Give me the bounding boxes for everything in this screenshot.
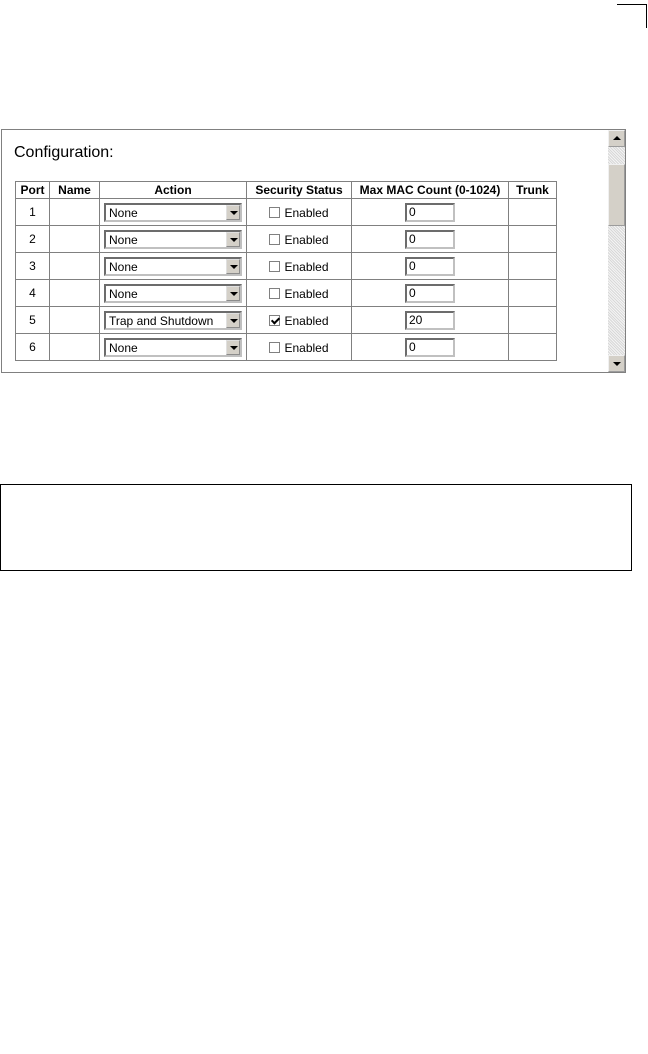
chevron-down-icon[interactable] (226, 205, 240, 220)
chevron-down-icon[interactable] (226, 313, 240, 328)
max-mac-count-input[interactable]: 0 (405, 203, 455, 222)
max-mac-count-input[interactable]: 0 (405, 284, 455, 303)
port-cell: 4 (16, 280, 49, 306)
action-cell (100, 307, 246, 333)
port-cell: 1 (16, 199, 49, 225)
security-status-cell (247, 334, 351, 360)
name-cell (50, 307, 99, 333)
action-select[interactable] (104, 257, 242, 276)
trunk-cell (509, 280, 556, 306)
security-enabled-checkbox[interactable] (269, 315, 280, 326)
max-mac-count-input[interactable]: 0 (405, 230, 455, 249)
security-status-cell (247, 226, 351, 252)
port-cell: 3 (16, 253, 49, 279)
page-corner-mark (617, 0, 647, 28)
max-mac-cell (352, 307, 508, 333)
security-enabled-checkbox[interactable] (269, 207, 280, 218)
max-mac-count-input[interactable]: 20 (405, 311, 455, 330)
security-enabled-label: Enabled (284, 286, 329, 301)
security-enabled-label: Enabled (284, 205, 329, 220)
port-cell: 6 (16, 334, 49, 360)
configuration-panel (1, 129, 626, 373)
port-cell: 2 (16, 226, 49, 252)
action-select-value: None (109, 232, 138, 247)
security-status-cell (247, 253, 351, 279)
max-mac-cell (352, 280, 508, 306)
security-enabled-label: Enabled (284, 340, 329, 355)
action-select[interactable] (104, 203, 242, 222)
security-enabled-checkbox[interactable] (269, 261, 280, 272)
chevron-down-icon[interactable] (226, 259, 240, 274)
scrollbar-thumb[interactable] (608, 164, 625, 226)
trunk-cell (509, 199, 556, 225)
action-select[interactable] (104, 338, 242, 357)
table-row (16, 199, 556, 225)
name-cell (50, 226, 99, 252)
table-row (16, 253, 556, 279)
security-enabled-checkbox[interactable] (269, 234, 280, 245)
scroll-up-arrow-icon[interactable] (608, 130, 625, 147)
trunk-cell (509, 253, 556, 279)
security-status-cell (247, 307, 351, 333)
action-select-value: None (109, 205, 138, 220)
scroll-down-arrow-icon[interactable] (608, 355, 625, 372)
panel-title: Configuration: (14, 144, 114, 161)
security-enabled-label: Enabled (284, 313, 329, 328)
security-enabled-label: Enabled (284, 232, 329, 247)
table-row (16, 226, 556, 252)
header-name: Name (50, 182, 99, 198)
action-cell (100, 253, 246, 279)
port-security-table (15, 181, 557, 361)
trunk-cell (509, 334, 556, 360)
name-cell (50, 334, 99, 360)
chevron-down-icon[interactable] (226, 232, 240, 247)
vertical-scrollbar[interactable] (608, 130, 625, 372)
header-port: Port (16, 182, 49, 198)
action-select[interactable] (104, 311, 242, 330)
max-mac-count-input[interactable]: 0 (405, 257, 455, 276)
action-select-value: None (109, 340, 138, 355)
max-mac-cell (352, 334, 508, 360)
header-max-mac-count: Max MAC Count (0-1024) (352, 182, 508, 198)
empty-note-box (0, 484, 632, 571)
security-enabled-checkbox[interactable] (269, 288, 280, 299)
max-mac-count-input[interactable]: 0 (405, 338, 455, 357)
name-cell (50, 280, 99, 306)
trunk-cell (509, 226, 556, 252)
action-select-value: Trap and Shutdown (109, 313, 214, 328)
security-status-cell (247, 280, 351, 306)
table-header-row (16, 182, 556, 198)
header-security-status: Security Status (247, 182, 351, 198)
table-row (16, 307, 556, 333)
name-cell (50, 253, 99, 279)
action-select[interactable] (104, 230, 242, 249)
header-action: Action (100, 182, 246, 198)
table-row (16, 334, 556, 360)
action-cell (100, 199, 246, 225)
chevron-down-icon[interactable] (226, 286, 240, 301)
port-cell: 5 (16, 307, 49, 333)
max-mac-cell (352, 199, 508, 225)
table-row (16, 280, 556, 306)
action-cell (100, 280, 246, 306)
action-select[interactable] (104, 284, 242, 303)
chevron-down-icon[interactable] (226, 340, 240, 355)
action-select-value: None (109, 259, 138, 274)
corner-mark-vertical (646, 4, 647, 28)
max-mac-cell (352, 226, 508, 252)
security-enabled-label: Enabled (284, 259, 329, 274)
action-select-value: None (109, 286, 138, 301)
trunk-cell (509, 307, 556, 333)
security-enabled-checkbox[interactable] (269, 342, 280, 353)
name-cell (50, 199, 99, 225)
header-trunk: Trunk (509, 182, 556, 198)
max-mac-cell (352, 253, 508, 279)
action-cell (100, 334, 246, 360)
corner-mark-horizontal (617, 4, 647, 5)
security-status-cell (247, 199, 351, 225)
action-cell (100, 226, 246, 252)
